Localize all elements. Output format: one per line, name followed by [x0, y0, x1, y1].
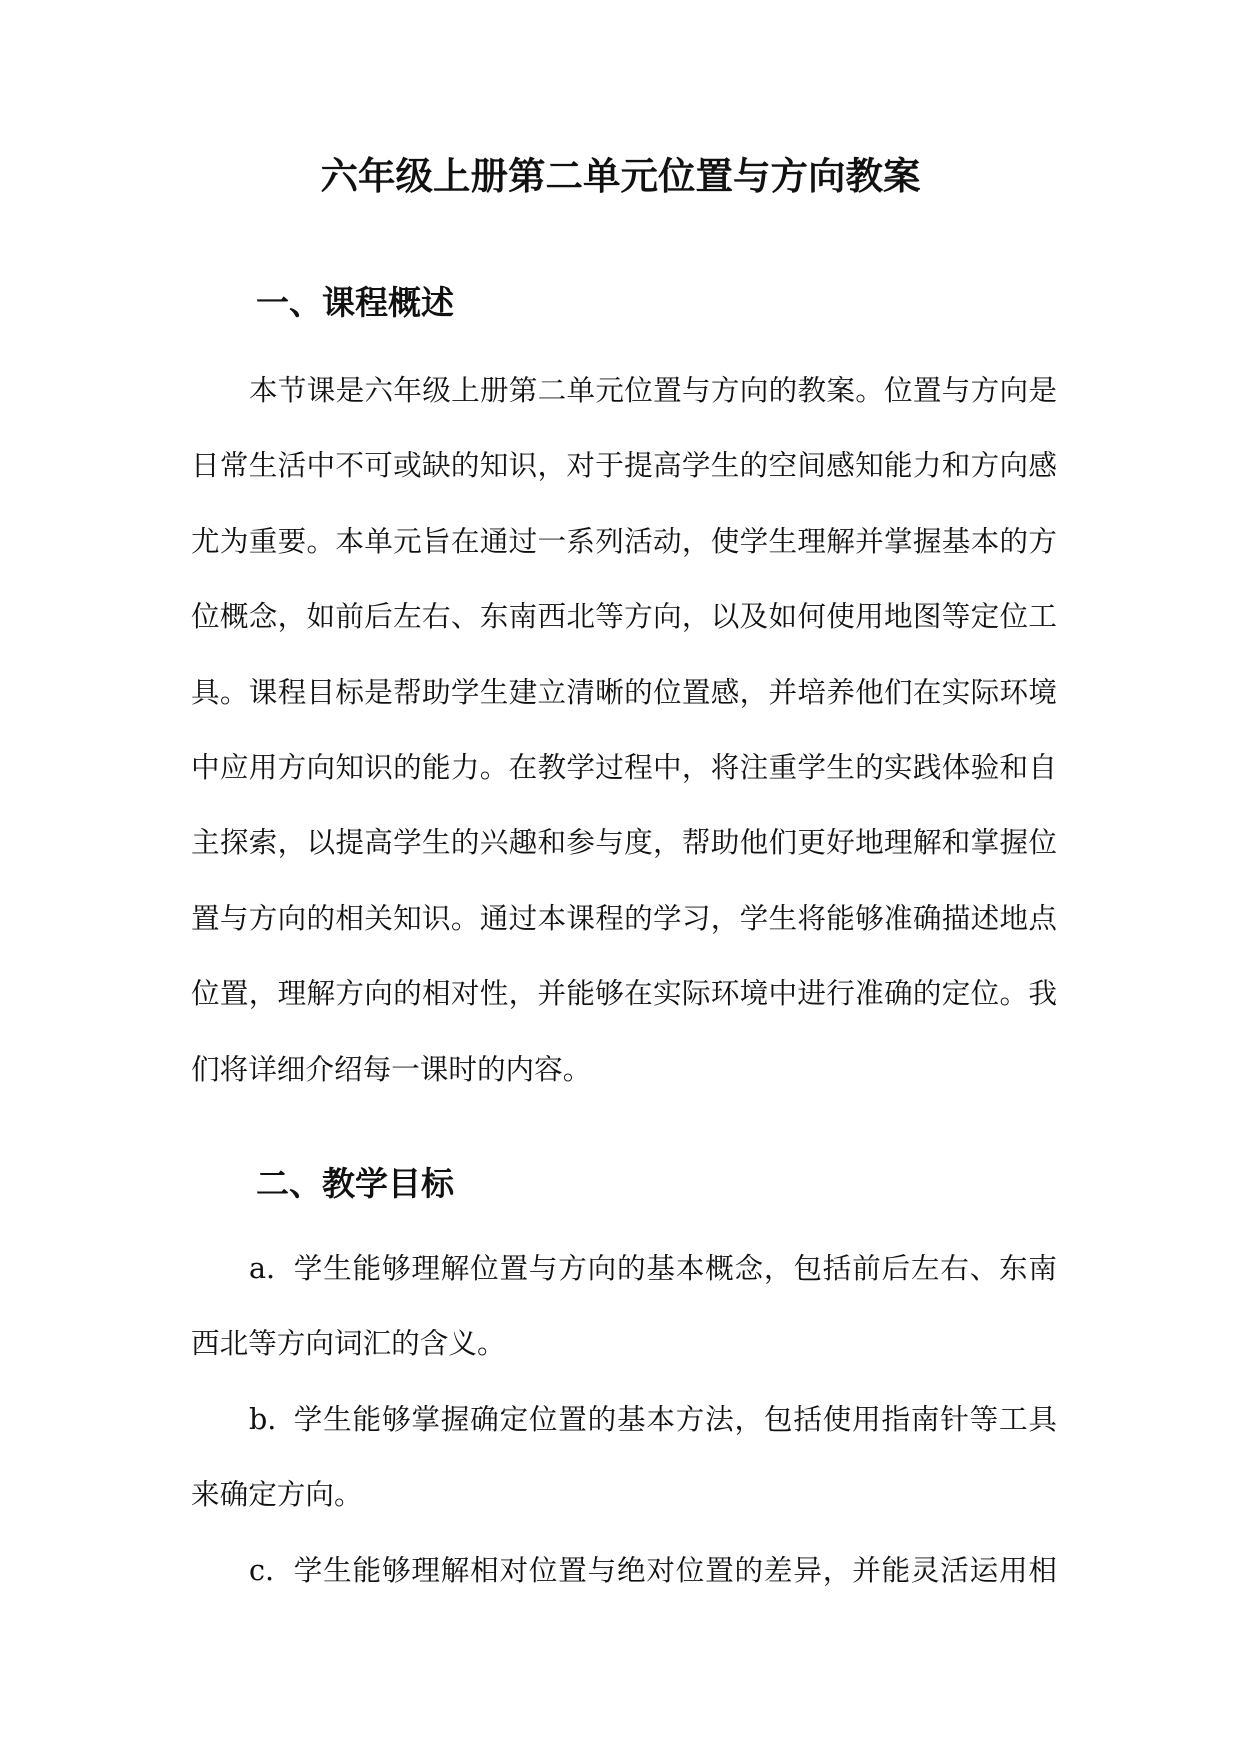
paragraph-line: 置与方向的相关知识。通过本课程的学习，学生将能够准确描述地点	[191, 900, 1057, 935]
objective-line	[191, 1533, 1057, 1608]
objective-line: 来确定方向。	[191, 1477, 363, 1512]
overview-paragraph	[191, 353, 1057, 1107]
paragraph-line: 中应用方向知识的能力。在教学过程中，将注重学生的实践体验和自	[191, 749, 1057, 784]
objective-line	[191, 1382, 1057, 1457]
paragraph-line: 日常生活中不可或缺的知识，对于提高学生的空间感知能力和方向感	[191, 448, 1057, 483]
paragraph-line: 位概念，如前后左右、东南西北等方向，以及如何使用地图等定位工	[191, 599, 1057, 634]
paragraph-line: 本节课是六年级上册第二单元位置与方向的教案。位置与方向是	[249, 373, 1057, 407]
paragraph-line: 主探索，以提高学生的兴趣和参与度，帮助他们更好地理解和掌握位	[191, 825, 1057, 860]
objective-item-b	[191, 1382, 1057, 1533]
objective-line: 西北等方向词汇的含义。	[191, 1326, 506, 1361]
objective-text: 学生能够掌握确定位置的基本方法，包括使用指南针等工具	[293, 1401, 1057, 1436]
objective-item-c	[191, 1533, 1057, 1608]
paragraph-line: 具。课程目标是帮助学生建立清晰的位置感，并培养他们在实际环境	[191, 674, 1057, 709]
list-marker: b.	[249, 1401, 277, 1436]
list-marker: c.	[249, 1552, 275, 1587]
paragraph-line: 尤为重要。本单元旨在通过一系列活动，使学生理解并掌握基本的方	[191, 523, 1057, 558]
list-marker: a.	[249, 1251, 276, 1285]
objective-text: 学生能够理解相对位置与绝对位置的差异，并能灵活运用相	[293, 1552, 1057, 1587]
objective-line	[191, 1231, 1057, 1306]
objective-text: 学生能够理解位置与方向的基本概念，包括前后左右、东南	[293, 1251, 1057, 1285]
section-heading-course-overview: 一、课程概述	[256, 283, 454, 322]
paragraph-line: 位置，理解方向的相对性，并能够在实际环境中进行准确的定位。我	[191, 976, 1057, 1011]
document-title: 六年级上册第二单元位置与方向教案	[320, 154, 921, 198]
objective-item-a	[191, 1231, 1057, 1382]
paragraph-line: 们将详细介绍每一课时的内容。	[191, 1051, 592, 1086]
section-heading-teaching-objectives: 二、教学目标	[256, 1164, 454, 1203]
objectives-list	[191, 1231, 1057, 1608]
